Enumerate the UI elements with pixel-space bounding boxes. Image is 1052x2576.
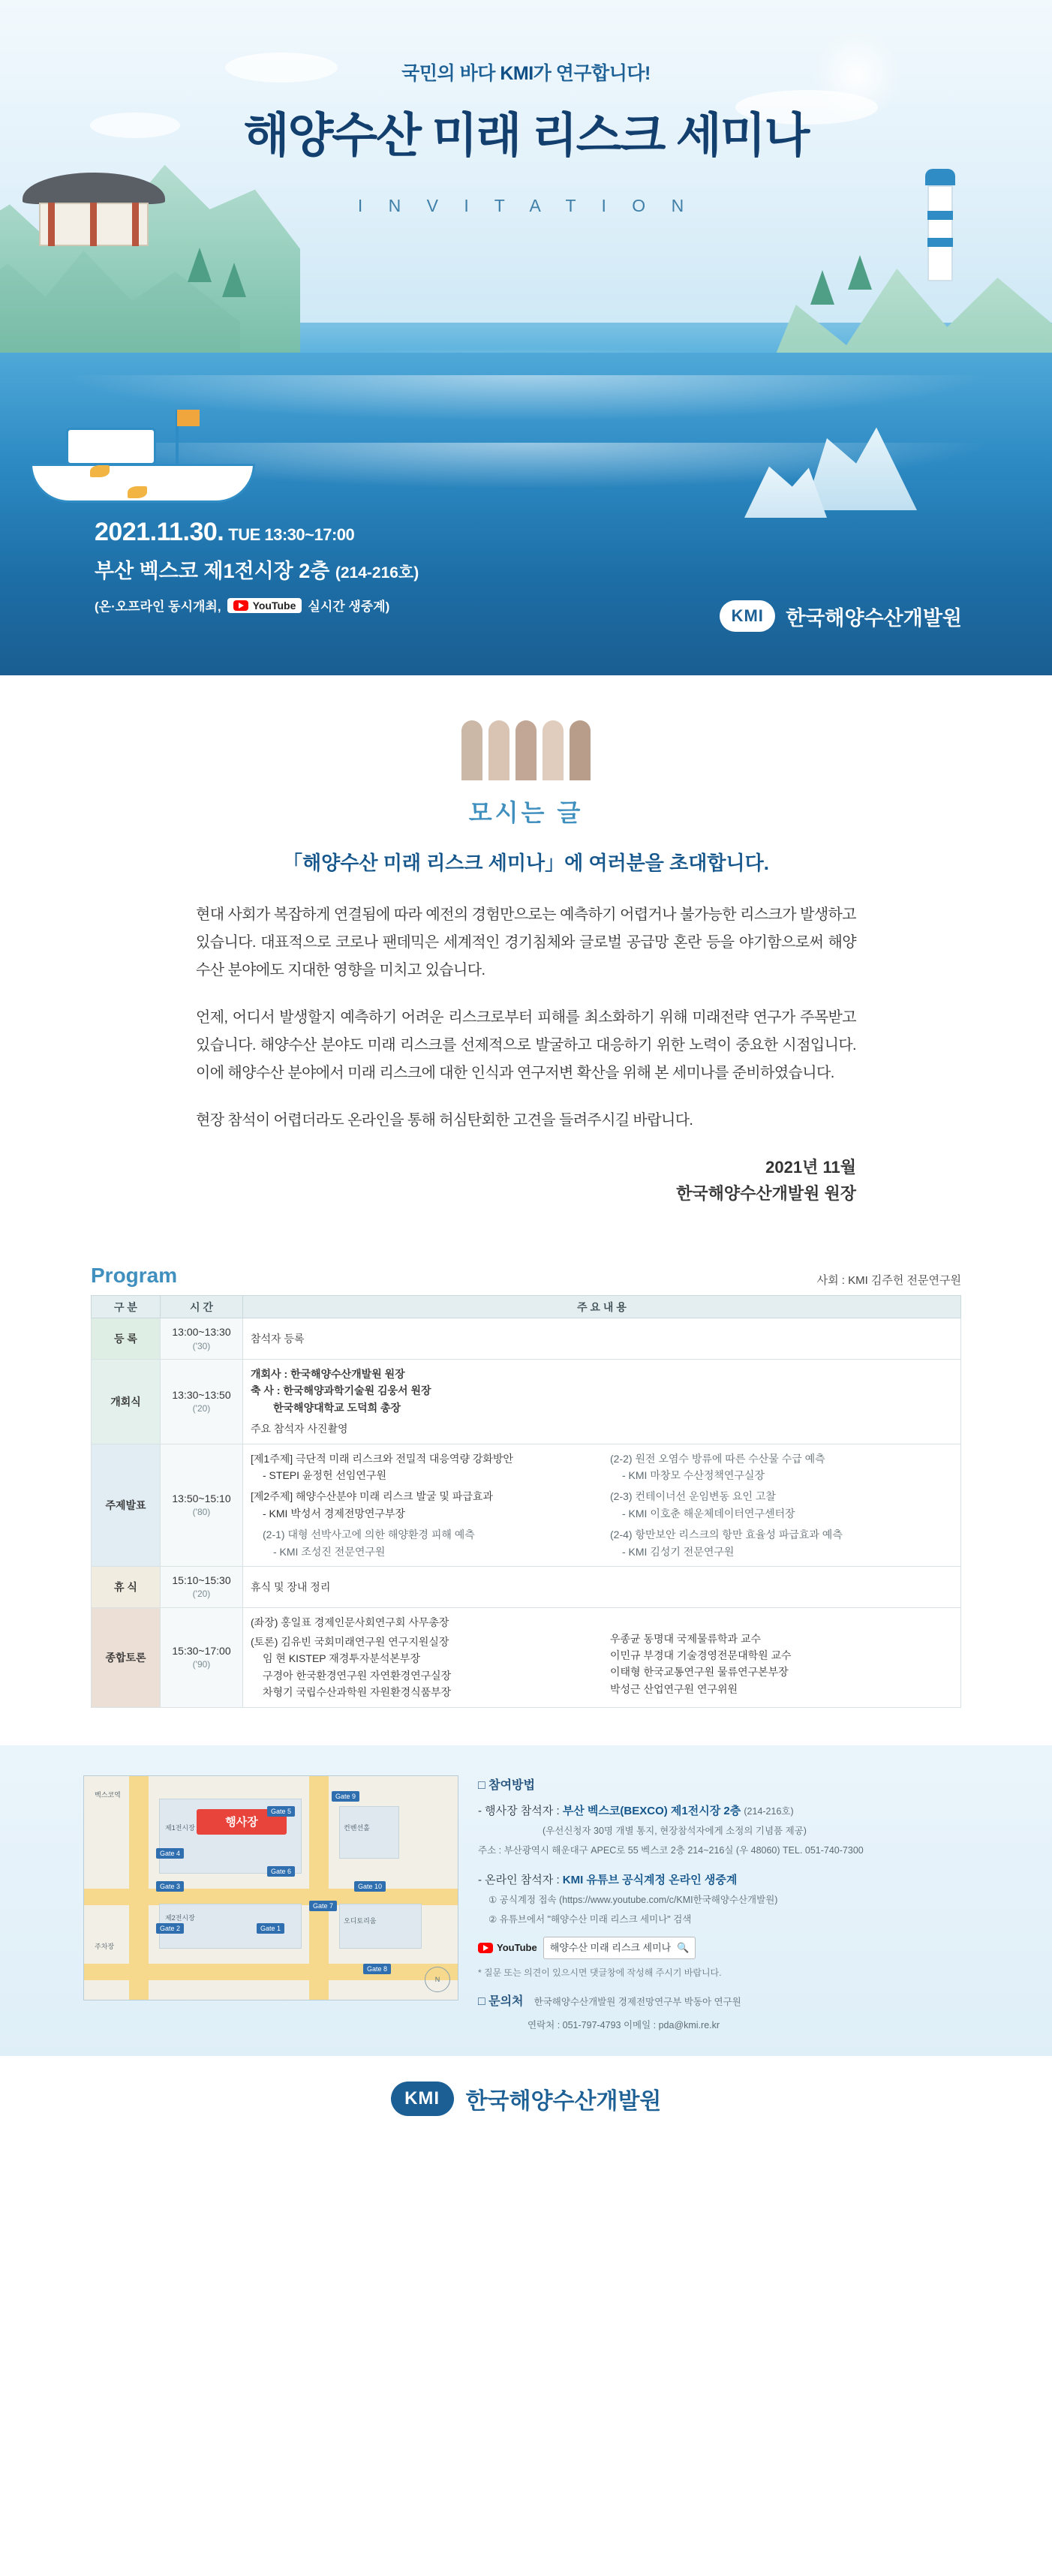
content-line: (토론) 김유빈 국회미래연구원 연구지원실장 [251, 1636, 449, 1649]
map-gate-6: Gate 6 [267, 1866, 295, 1877]
hero-kicker-prefix: 국민의 바다 [401, 63, 500, 84]
row-time [161, 1607, 243, 1707]
inquiry-title: □ 문의처 [478, 1994, 524, 2008]
content-line: (2-2) 원전 오염수 방류에 따른 수산물 수급 예측 [610, 1452, 825, 1465]
invitation-word: I N V I T A T I O N [357, 196, 695, 215]
kmi-logo-name: 한국해양수산개발원 [786, 606, 962, 630]
map-gate-4: Gate 4 [156, 1848, 184, 1859]
program-title: Program [91, 1264, 178, 1288]
qna-note: * 질문 또는 의견이 있으시면 댓글창에 작성해 주시기 바랍니다. [478, 1967, 722, 1979]
live-note-prefix: (온·오프라인 동시개최, [95, 600, 221, 614]
page-title: 해양수산 미래 리스크 세미나 [243, 110, 809, 162]
row-time [161, 1566, 243, 1607]
row-category: 휴 식 [92, 1566, 161, 1607]
invitation-subheading: 「해양수산 미래 리스크 세미나」에 여러분을 초대합니다. [283, 852, 769, 874]
program-section [91, 1264, 961, 1707]
invitation-body [196, 901, 856, 1135]
content-line: - KMI 조성진 전문연구원 [273, 1545, 386, 1558]
event-date-value: 2021.11.30. [95, 518, 224, 546]
hero-kicker-suffix: 가 연구합니다! [533, 63, 651, 84]
hero-kicker-kmi: KMI [500, 63, 534, 84]
onsite-room: (214-216호) [744, 1805, 794, 1817]
row-category: 개회식 [92, 1360, 161, 1444]
row-content [243, 1566, 961, 1607]
map-label-auditorium: 오디토리움 [344, 1916, 377, 1925]
row-time-value: 13:30~13:50 [172, 1389, 231, 1401]
content-col-right [610, 1614, 953, 1701]
row-time-value: 15:30~17:00 [172, 1644, 231, 1657]
map-gate-3: Gate 3 [156, 1881, 184, 1892]
map-label-parking: 주차장 [95, 1942, 115, 1950]
invitation-signature [196, 1154, 856, 1207]
compass-icon: N [425, 1967, 450, 1992]
onsite-value: 부산 벡스코(BEXCO) 제1전시장 2층 [562, 1804, 741, 1817]
hero-logo [720, 600, 962, 632]
hero-banner [0, 0, 1052, 675]
content-col-left [251, 1450, 594, 1560]
fish-icon [128, 486, 147, 498]
content-col-right [610, 1450, 953, 1560]
invitation-section [0, 675, 1052, 1222]
content-line: 한국해양대학교 도덕희 총장 [273, 1401, 401, 1414]
content-line: 구경아 한국환경연구원 자연환경연구실장 [263, 1669, 452, 1682]
map-gate-1: Gate 1 [257, 1923, 284, 1934]
content-line: 이태형 한국교통연구원 물류연구본부장 [610, 1666, 789, 1679]
content-line: - STEPI 윤정헌 선임연구원 [263, 1469, 386, 1482]
participation-info [478, 1775, 969, 2034]
content-line: 우종균 동명대 국제물류학과 교수 [610, 1632, 762, 1645]
row-content [243, 1360, 961, 1444]
col-content: 주 요 내 용 [243, 1296, 961, 1318]
venue-map [83, 1775, 458, 2000]
participation-title: □ 참여방법 [478, 1778, 535, 1792]
row-duration: ('90) [192, 1659, 211, 1670]
event-place [95, 555, 419, 584]
inquiry-org: 한국해양수산개발원 경제전망연구부 박동아 연구원 [534, 1996, 741, 2007]
row-time-value: 13:00~13:30 [172, 1326, 231, 1339]
hero-kicker [0, 59, 1052, 86]
event-date [95, 518, 419, 547]
row-content [243, 1444, 961, 1566]
event-place-value: 부산 벡스코 제1전시장 2층 [95, 560, 330, 582]
map-gate-10: Gate 10 [354, 1881, 386, 1892]
map-label-station: 벡스코역 [95, 1790, 121, 1799]
deco-column [461, 720, 482, 780]
content-line: 임 현 KISTEP 재경투자분석본부장 [263, 1652, 420, 1665]
decorative-columns [0, 720, 1052, 780]
content-line: [제2주제] 해양수산분야 미래 리스크 발굴 및 파급효과 [251, 1490, 493, 1503]
map-gate-2: Gate 2 [156, 1923, 184, 1934]
online-value: KMI 유튜브 공식계정 온라인 생중계 [562, 1873, 738, 1886]
youtube-search-row [478, 1937, 696, 1959]
footer-logo-mark: KMI [391, 2082, 454, 2116]
youtube-play-icon [478, 1943, 493, 1953]
content-line: (2-4) 항만보안 리스크의 항만 효율성 파급효과 예측 [610, 1528, 843, 1541]
online-step-1[interactable]: ① 공식계정 접속 (https://www.youtube.com/c/KMI한국해양수산개발원) [488, 1895, 778, 1906]
invitation-paragraph: 현대 사회가 복잡하게 연결됨에 따라 예전의 경험만으로는 예측하기 어렵거나 불가능한 리스크가 발생하고 있습니다. 대표적으로 코로나 팬데믹은 세계적인 경기침체와 글로벌 공급망 혼란 등을 야기함으로써 해양수산 분야에도 지대한 영향을 미치고 있습니다. [196, 906, 856, 978]
content-line: 주요 참석자 사진촬영 [251, 1423, 348, 1435]
tree-icon [188, 248, 212, 282]
event-time-value: TUE 13:30~17:00 [228, 525, 355, 544]
program-header [91, 1264, 961, 1288]
content-line: (2-3) 컨테이너선 운임변동 요인 고찰 [610, 1490, 776, 1503]
live-note-suffix: 실시간 생중계) [308, 600, 390, 614]
content-line: (좌장) 홍일표 경제인문사회연구회 사무총장 [251, 1616, 449, 1628]
tree-icon [848, 255, 872, 290]
content-line: 휴식 및 장내 정리 [251, 1580, 331, 1593]
row-time [161, 1360, 243, 1444]
content-line: 개회사 : 한국해양수산개발원 원장 [251, 1368, 405, 1381]
map-gate-9: Gate 9 [332, 1791, 359, 1802]
map-gate-8: Gate 8 [363, 1964, 391, 1974]
invitation-paragraph: 언제, 어디서 발생할지 예측하기 어려운 리스크로부터 피해를 최소화하기 위해 미래전략 연구가 주목받고 있습니다. 해양수산 분야도 미래 리스크를 선제적으로 발굴하고 대응하기 위한 노력이 중요한 시점입니다. 이에 해양수산 분야에서 미래 리스크에 대한 인식과 연구저변 확산을 위해 본 세미나를 준비하였습니다. [196, 1009, 856, 1081]
row-duration: ('20) [192, 1589, 211, 1600]
row-category: 주제발표 [92, 1444, 161, 1566]
row-category: 종합토론 [92, 1607, 161, 1707]
content-line: 이민규 부경대 기술경영전문대학원 교수 [610, 1649, 792, 1662]
row-time [161, 1318, 243, 1360]
youtube-play-icon [233, 600, 248, 611]
footer-logo-name: 한국해양수산개발원 [465, 2089, 662, 2115]
event-info-block [95, 518, 419, 615]
col-category: 구 분 [92, 1296, 161, 1318]
deco-column [543, 720, 564, 780]
tree-icon [810, 270, 834, 305]
table-header-row [92, 1296, 961, 1318]
online-step-2: ② 유튜브에서 "해양수산 미래 리스크 세미나" 검색 [488, 1913, 692, 1925]
search-icon[interactable]: 🔍 [677, 1941, 690, 1953]
row-duration: ('30) [192, 1340, 211, 1351]
youtube-logo [478, 1940, 537, 1956]
venue-address: 주소 : 부산광역시 해운대구 APEC로 55 벡스코 2층 214~216실 (우 48060) TEL. 051-740-7300 [478, 1844, 864, 1856]
map-label-convention: 컨벤션홀 [344, 1823, 370, 1832]
row-category: 등 록 [92, 1318, 161, 1360]
row-time-value: 15:10~15:30 [172, 1574, 231, 1586]
invitation-paragraph: 현장 참석이 어렵더라도 온라인을 통해 허심탄회한 고견을 들려주시길 바랍니다. [196, 1112, 693, 1129]
signature-date: 2021년 11월 [765, 1158, 856, 1177]
onsite-note: (우선신청자 30명 개별 통지, 현장참석자에게 소정의 기념품 제공) [543, 1826, 807, 1837]
invitation-heading: 모시는 글 [468, 799, 584, 826]
online-row [478, 1871, 969, 1890]
content-line: 박성근 산업연구원 연구위원 [610, 1682, 738, 1695]
bottom-info-section [0, 1745, 1052, 2057]
content-line: (2-1) 대형 선박사고에 의한 해양환경 피해 예측 [263, 1528, 475, 1541]
venue-hall-label: 행사장 [197, 1809, 287, 1835]
content-line: - KMI 마창모 수산정책연구실장 [622, 1469, 765, 1482]
kmi-logo-mark: KMI [720, 600, 775, 632]
onsite-row [478, 1802, 969, 1821]
inquiry-contact: 연락처 : 051-797-4793 이메일 : pda@kmi.re.kr [528, 2019, 720, 2030]
content-line: [제1주제] 극단적 미래 리스크와 전밀적 대응역량 강화방안 [251, 1452, 513, 1465]
program-table [91, 1295, 961, 1707]
onsite-label: - 행사장 참석자 : [478, 1804, 560, 1817]
row-content [243, 1318, 961, 1360]
content-line: - KMI 박성서 경제전망연구부장 [263, 1507, 405, 1519]
hero-title-block [0, 59, 1052, 216]
row-content [243, 1607, 961, 1707]
table-row [92, 1444, 961, 1566]
map-label-hall1: 제1전시장 [165, 1823, 195, 1832]
fish-icon [90, 465, 110, 477]
table-row [92, 1360, 961, 1444]
deco-column [488, 720, 509, 780]
deco-column [570, 720, 591, 780]
deco-column [515, 720, 537, 780]
youtube-search-input[interactable] [543, 1937, 696, 1959]
map-gate-5: Gate 5 [267, 1806, 295, 1817]
boat-icon [30, 405, 255, 518]
footer [0, 2056, 1052, 2146]
inquiry-block [478, 1991, 969, 2033]
table-row [92, 1318, 961, 1360]
content-line: 차형기 국립수산과학원 자원환경식품부장 [263, 1686, 452, 1699]
youtube-search-query: 해양수산 미래 리스크 세미나 [549, 1941, 672, 1953]
tree-icon [222, 263, 246, 297]
event-room-value: (214-216호) [335, 564, 419, 582]
row-time-value: 13:50~15:10 [172, 1492, 231, 1504]
signature-name: 한국해양수산개발원 원장 [676, 1184, 856, 1204]
youtube-badge[interactable] [227, 598, 302, 613]
row-duration: ('20) [192, 1403, 211, 1414]
content-line: 참석자 등록 [251, 1333, 305, 1345]
program-host: 사회 : KMI 김주헌 전문연구원 [816, 1274, 961, 1288]
youtube-logo-label: YouTube [497, 1941, 537, 1953]
content-line: 축 사 : 한국해양과학기술원 김웅서 원장 [251, 1384, 431, 1397]
row-time [161, 1444, 243, 1566]
content-line: - KMI 김성기 전문연구원 [622, 1545, 735, 1558]
event-live-note [95, 596, 419, 615]
row-duration: ('80) [192, 1507, 211, 1518]
map-label-hall2: 제2전시장 [165, 1913, 195, 1922]
online-label: - 온라인 참석자 : [478, 1873, 560, 1886]
table-row [92, 1607, 961, 1707]
content-col-left [251, 1614, 594, 1701]
youtube-label: YouTube [252, 599, 296, 612]
col-time: 시 간 [161, 1296, 243, 1318]
table-row [92, 1566, 961, 1607]
content-line: - KMI 이호춘 해운체데이터연구센터장 [622, 1507, 795, 1519]
map-gate-7: Gate 7 [309, 1901, 337, 1911]
